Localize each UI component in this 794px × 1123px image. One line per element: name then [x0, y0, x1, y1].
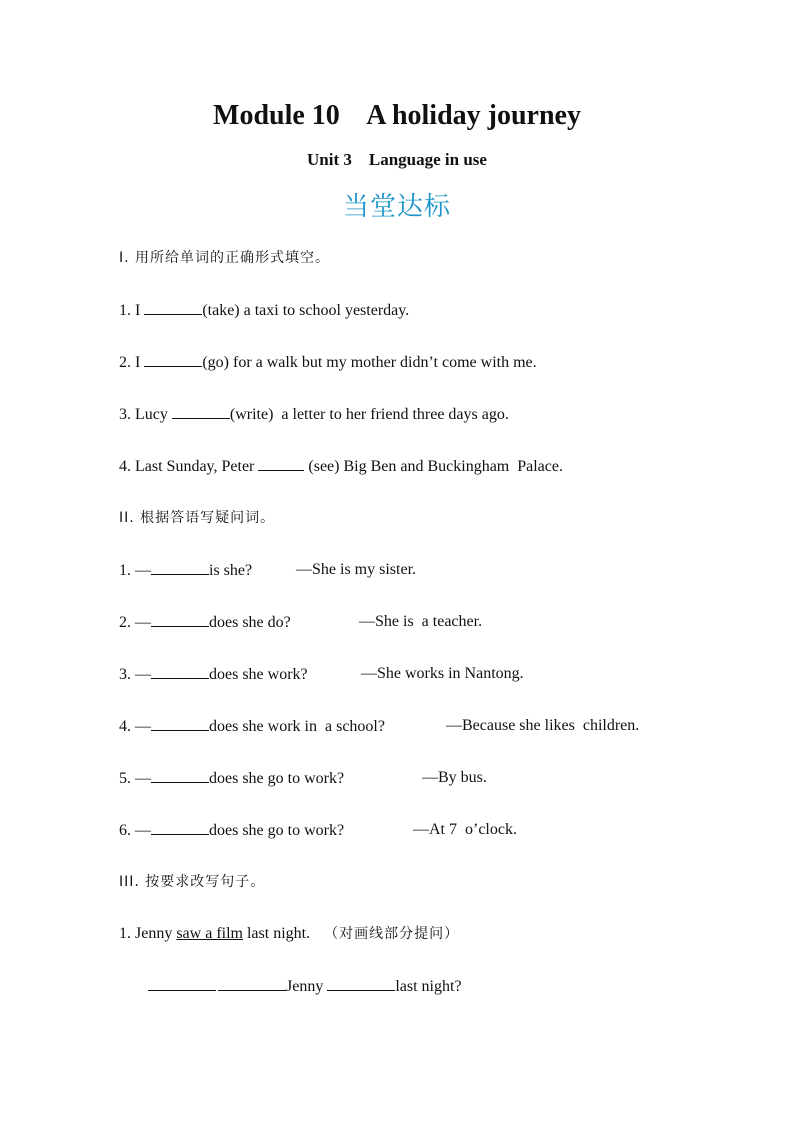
answer-blank[interactable] — [327, 976, 395, 991]
item-prefix: 3. — — [119, 666, 151, 683]
answer-blank[interactable] — [151, 612, 209, 627]
answer-blank[interactable] — [144, 300, 202, 315]
question-text: does she work? — [209, 666, 308, 683]
question-text: does she go to work? — [209, 822, 345, 839]
question-text: is she? — [209, 562, 253, 579]
answer-blank[interactable] — [151, 820, 209, 835]
answer-text: —At 7 o’clock. — [413, 821, 517, 838]
item-prefix: 1. — — [119, 562, 151, 579]
answer-text: —She works in Nantong. — [361, 665, 524, 682]
question-text: does she go to work? — [209, 770, 345, 787]
item-prefix: 4. Last Sunday, Peter — [119, 458, 259, 475]
rewrite-answer-line — [148, 976, 462, 997]
answer-blank[interactable] — [151, 716, 209, 731]
exercise-item-2-4 — [119, 716, 739, 737]
item-text: (write) a letter to her friend three days ago. — [229, 406, 509, 423]
answer-blank[interactable] — [172, 404, 230, 419]
exercise-item-3-1 — [119, 924, 459, 944]
item-prefix: 6. — — [119, 822, 151, 839]
answer-blank[interactable] — [151, 560, 209, 575]
exercise-item-1-1 — [119, 300, 409, 321]
question-text: does she do? — [209, 614, 291, 631]
exercise-item-2-3 — [119, 664, 719, 685]
item-text: last night. — [242, 925, 311, 942]
exercise-item-2-5 — [119, 768, 719, 789]
section-heading-1: I. 用所给单词的正确形式填空。 — [119, 250, 331, 266]
unit-subtitle: Unit 3 Language in use — [307, 150, 487, 169]
question-text: does she work in a school? — [209, 718, 385, 735]
item-prefix: 2. — — [119, 614, 151, 631]
item-prefix: 5. — — [119, 770, 151, 787]
exercise-item-2-2 — [119, 612, 719, 633]
exercise-item-2-1 — [119, 560, 719, 581]
answer-blank[interactable] — [148, 976, 216, 991]
answer-text: —Because she likes children. — [446, 717, 640, 734]
section-heading-3: III. 按要求改写句子。 — [119, 874, 266, 890]
page-title: Module 10 A holiday journey — [213, 100, 581, 131]
answer-text: —By bus. — [422, 769, 487, 786]
item-prefix: 4. — — [119, 718, 151, 735]
instruction-note: （对画线部分提问） — [324, 926, 460, 942]
answer-blank[interactable] — [218, 976, 286, 991]
exercise-item-1-3 — [119, 404, 509, 425]
exercise-item-1-2 — [119, 352, 537, 373]
answer-blank[interactable] — [144, 352, 202, 367]
section-banner: 当堂达标 — [342, 192, 451, 222]
item-prefix: 2. I — [119, 354, 145, 371]
answer-text: last night? — [395, 978, 462, 995]
answer-text: Jenny — [286, 978, 328, 995]
answer-blank[interactable] — [258, 456, 304, 471]
item-text: (go) for a walk but my mother didn’t come with me. — [202, 354, 537, 371]
exercise-item-2-6 — [119, 820, 719, 841]
exercise-item-1-4 — [119, 456, 563, 477]
answer-blank[interactable] — [151, 768, 209, 783]
answer-blank[interactable] — [151, 664, 209, 679]
section-heading-2: II. 根据答语写疑问词。 — [119, 510, 276, 526]
underlined-phrase: saw a film — [176, 925, 243, 942]
item-prefix: 1. Jenny — [119, 925, 177, 942]
item-text: (see) Big Ben and Buckingham Palace. — [304, 458, 563, 475]
item-prefix: 1. I — [119, 302, 145, 319]
answer-text: —She is my sister. — [296, 561, 417, 578]
item-text: (take) a taxi to school yesterday. — [202, 302, 410, 319]
answer-text: —She is a teacher. — [359, 613, 483, 630]
item-prefix: 3. Lucy — [119, 406, 172, 423]
